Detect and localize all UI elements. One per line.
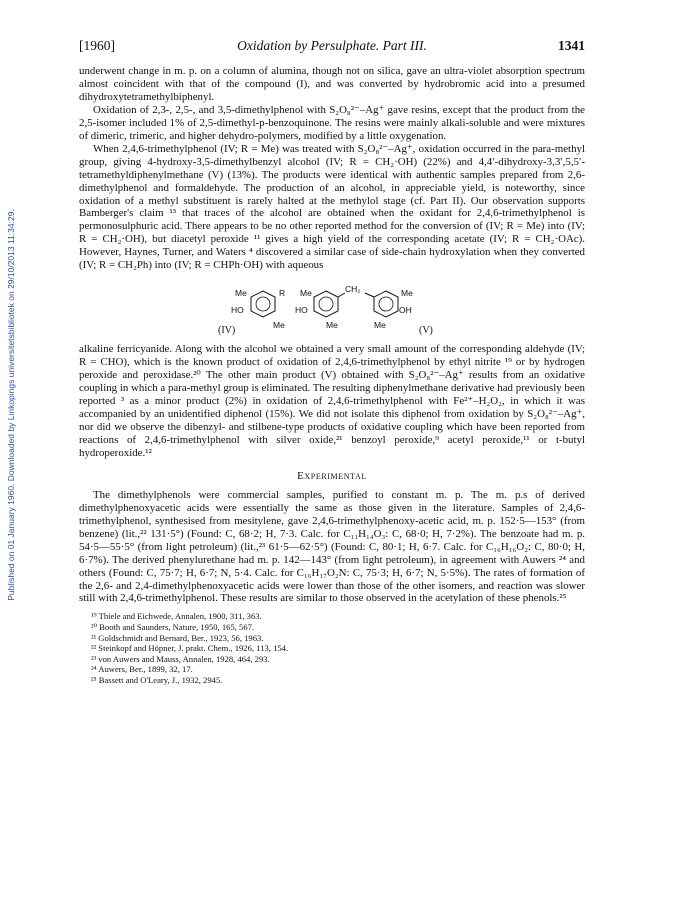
ring-v-right-aromatic — [379, 297, 393, 311]
ring-iv — [251, 291, 275, 317]
paragraph-3: When 2,4,6-trimethylphenol (IV; R = Me) was treated with S₂O₈²⁻–Ag⁺, oxidation occurred in the para-methyl group, giving 4-hydroxy-3,5-dimethylbenzyl alcohol (IV; R = CH₂·OH) (22%) and 4,4′-dihydroxy-3,3′,5,5′-tetramethyldiphenylmethane (V) (13%). The products were identical with authentic samples prepared from 2,6-dimethylphenol and formaldehyde. The production of an alcohol, in appreciable yield, is noteworthy, since oxidation of a methyl substituent is rarely halted at the methylol stage (cf. Part II). Our observation supports Bamberger's claim ¹³ that traces of the alcohol are obtained when the oxidant for 2,4,6-trimethylphenol is permonosulphuric acid. There appears to be no other reported method for the conversion of (IV; R = Me) into (IV; R = CH₂·OH), but diacetyl peroxide ¹¹ gives a high yield of the corresponding acetate (IV; R = CH₂·OAc). However, Haynes, Turner, and Waters ⁴ discovered a similar case of side-chain hydroxylation when they converted (IV; R = CH₂Ph) into (IV; R = CHPh·OH) with aqueous — [79, 142, 585, 272]
reference-list — [79, 611, 585, 685]
page-number: 1341 — [558, 38, 585, 53]
v-me-bottom-right: Me — [374, 320, 386, 331]
journal-page — [79, 38, 585, 686]
structure-diagram — [79, 277, 585, 339]
ring-v-left — [314, 291, 338, 317]
iv-me-top: Me — [235, 288, 247, 299]
paragraph-2: Oxidation of 2,3-, 2,5-, and 3,5-dimethylphenol with S₂O₈²⁻–Ag⁺ gave resins, except that the product from the 2,5-isomer included 1% of 2,5-dimethyl-p-benzoquinone. The resins were mainly alkali-soluble and were mixtures of dimeric, trimeric, and higher dehydro-polymers, modified by a little oxygenation. — [79, 103, 585, 142]
section-heading: Experimental — [297, 469, 367, 482]
iv-me-bottom: Me — [273, 320, 285, 331]
reference-item: ²¹ Goldschmidt and Bernard, Ber., 1923, 56, 1963. — [91, 632, 264, 643]
iv-r: R — [279, 288, 286, 299]
label-iv: (IV) — [218, 325, 236, 337]
reference-item: ²³ von Auwers and Mauss, Annalen, 1928, 464, 293. — [91, 653, 270, 664]
iv-ho: HO — [231, 305, 244, 316]
download-notice — [0, 85, 22, 725]
v-ch2: CH₂ — [345, 284, 361, 295]
methylene-bond-left — [338, 293, 345, 297]
paragraph-1: underwent change in m. p. on a column of alumina, though not on silica, gave an ultra-violet absorption spectrum almost coincident with that of the compound (I), and was converted by hydrobromic acid into a presumed dihydroxytetramethylbiphenyl. — [79, 65, 585, 103]
reference-item: ²⁴ Auwers, Ber., 1899, 32, 17. — [91, 664, 193, 675]
v-me-top-left: Me — [300, 288, 312, 299]
reference-item: ²⁰ Booth and Saunders, Nature, 1950, 165, 567. — [91, 622, 255, 632]
methylene-bond-right — [365, 293, 374, 297]
paragraph-5: The dimethylphenols were commercial samples, purified to constant m. p. The m. p.s of derived dimethylphenoxyacetic acids were essentially the same as those given in the literature. Samples of 2,4,6-trimethylphenol, synthesised from mesitylene, gave 2,4,6-trimethylphenoxy-acetic acid, m. p. 152·5—153° (from benzene) (lit.,²² 131·5°) (Found: C, 68·2; H, 7·3. Calc. for C₁₁H₁₄O₃: C, 68·0; H, 7·2%). The benzoate had m. p. 54·5—55·5° (from light petroleum) (lit.,²³ 61·5—62·5°) (Found: C, 80·1; H, 6·7. Calc. for C₁₆H₁₆O₂: C, 80·0; H, 6·7%). The derived phenylurethane had m. p. 142—143° (from light petroleum), in agreement with Auwers ²⁴ and others (Found: C, 75·7; H, 6·7; N, 5·4. Calc. for C₁₆H₁₇O₂N: C, 75·3; H, 6·7; N, 5·5%). The rates of formation of the 2,6- and 2,4-dimethylphenoxyacetic acids were lower than those of the other isomers, and reaction was slower still with 2,4,6-trimethylphenol. These results are similar to those observed in the acetylation of these phenols.²⁵ — [79, 488, 585, 605]
article-body — [79, 65, 585, 686]
v-me-bottom-left: Me — [326, 320, 338, 331]
chemical-structures — [79, 277, 585, 339]
v-me-top-right: Me — [401, 288, 413, 299]
ring-iv-aromatic — [256, 297, 270, 311]
reference-item: ¹⁹ Thiele and Eichwede, Annalen, 1900, 311, 363. — [91, 611, 262, 622]
header-year: [1960] — [79, 38, 115, 53]
paragraph-4: alkaline ferricyanide. Along with the alcohol we obtained a very small amount of the corresponding aldehyde (IV; R = CHO), which is the known product of oxidation of 2,4,6-trimethylphenol by ethyl nitrite ¹⁹ or by hydrogen peroxide and peroxidase.²⁰ The other main product (V) obtained with S₂O₈²⁻–Ag⁺ results from an oxidative coupling in which a para-methyl group is eliminated. The resulting diphenylmethane derivative had previously been reported ³ as a minor product (2%) in oxidation of 2,4,6-trimethylphenol with Fe²⁺–H₂O₂, in which it was accompanied by an unidentified diphenol (15%). We did not isolate this diphenol from oxidation by S₂O₈²⁻–Ag⁺, nor did we observe the dibenzyl- and stilbene-type products of oxidative coupling which have been reported from reactions of 2,4,6-trimethylphenol with silver oxide,²¹ benzoyl peroxide,⁹ acetyl peroxide,¹¹ or t-butyl hydroperoxide.¹² — [79, 343, 585, 459]
download-notice-text: Published on 01 January 1960. Downloaded by Linkopings universitetsbibliotek on 29/10/2013 11:34:29. — [6, 209, 16, 601]
label-v: (V) — [419, 325, 433, 337]
ring-v-left-aromatic — [319, 297, 333, 311]
reference-item: ²² Steinkopf and Höpner, J. prakt. Chem., 1926, 113, 154. — [91, 643, 289, 654]
reference-item: ²⁵ Bassett and O'Leary, J., 1932, 2945. — [91, 674, 223, 685]
ring-v-right — [374, 291, 398, 317]
header-title: Oxidation by Persulphate. Part III. — [237, 38, 427, 53]
v-ho: HO — [295, 305, 308, 316]
running-header — [79, 38, 585, 56]
v-oh: OH — [399, 305, 412, 316]
